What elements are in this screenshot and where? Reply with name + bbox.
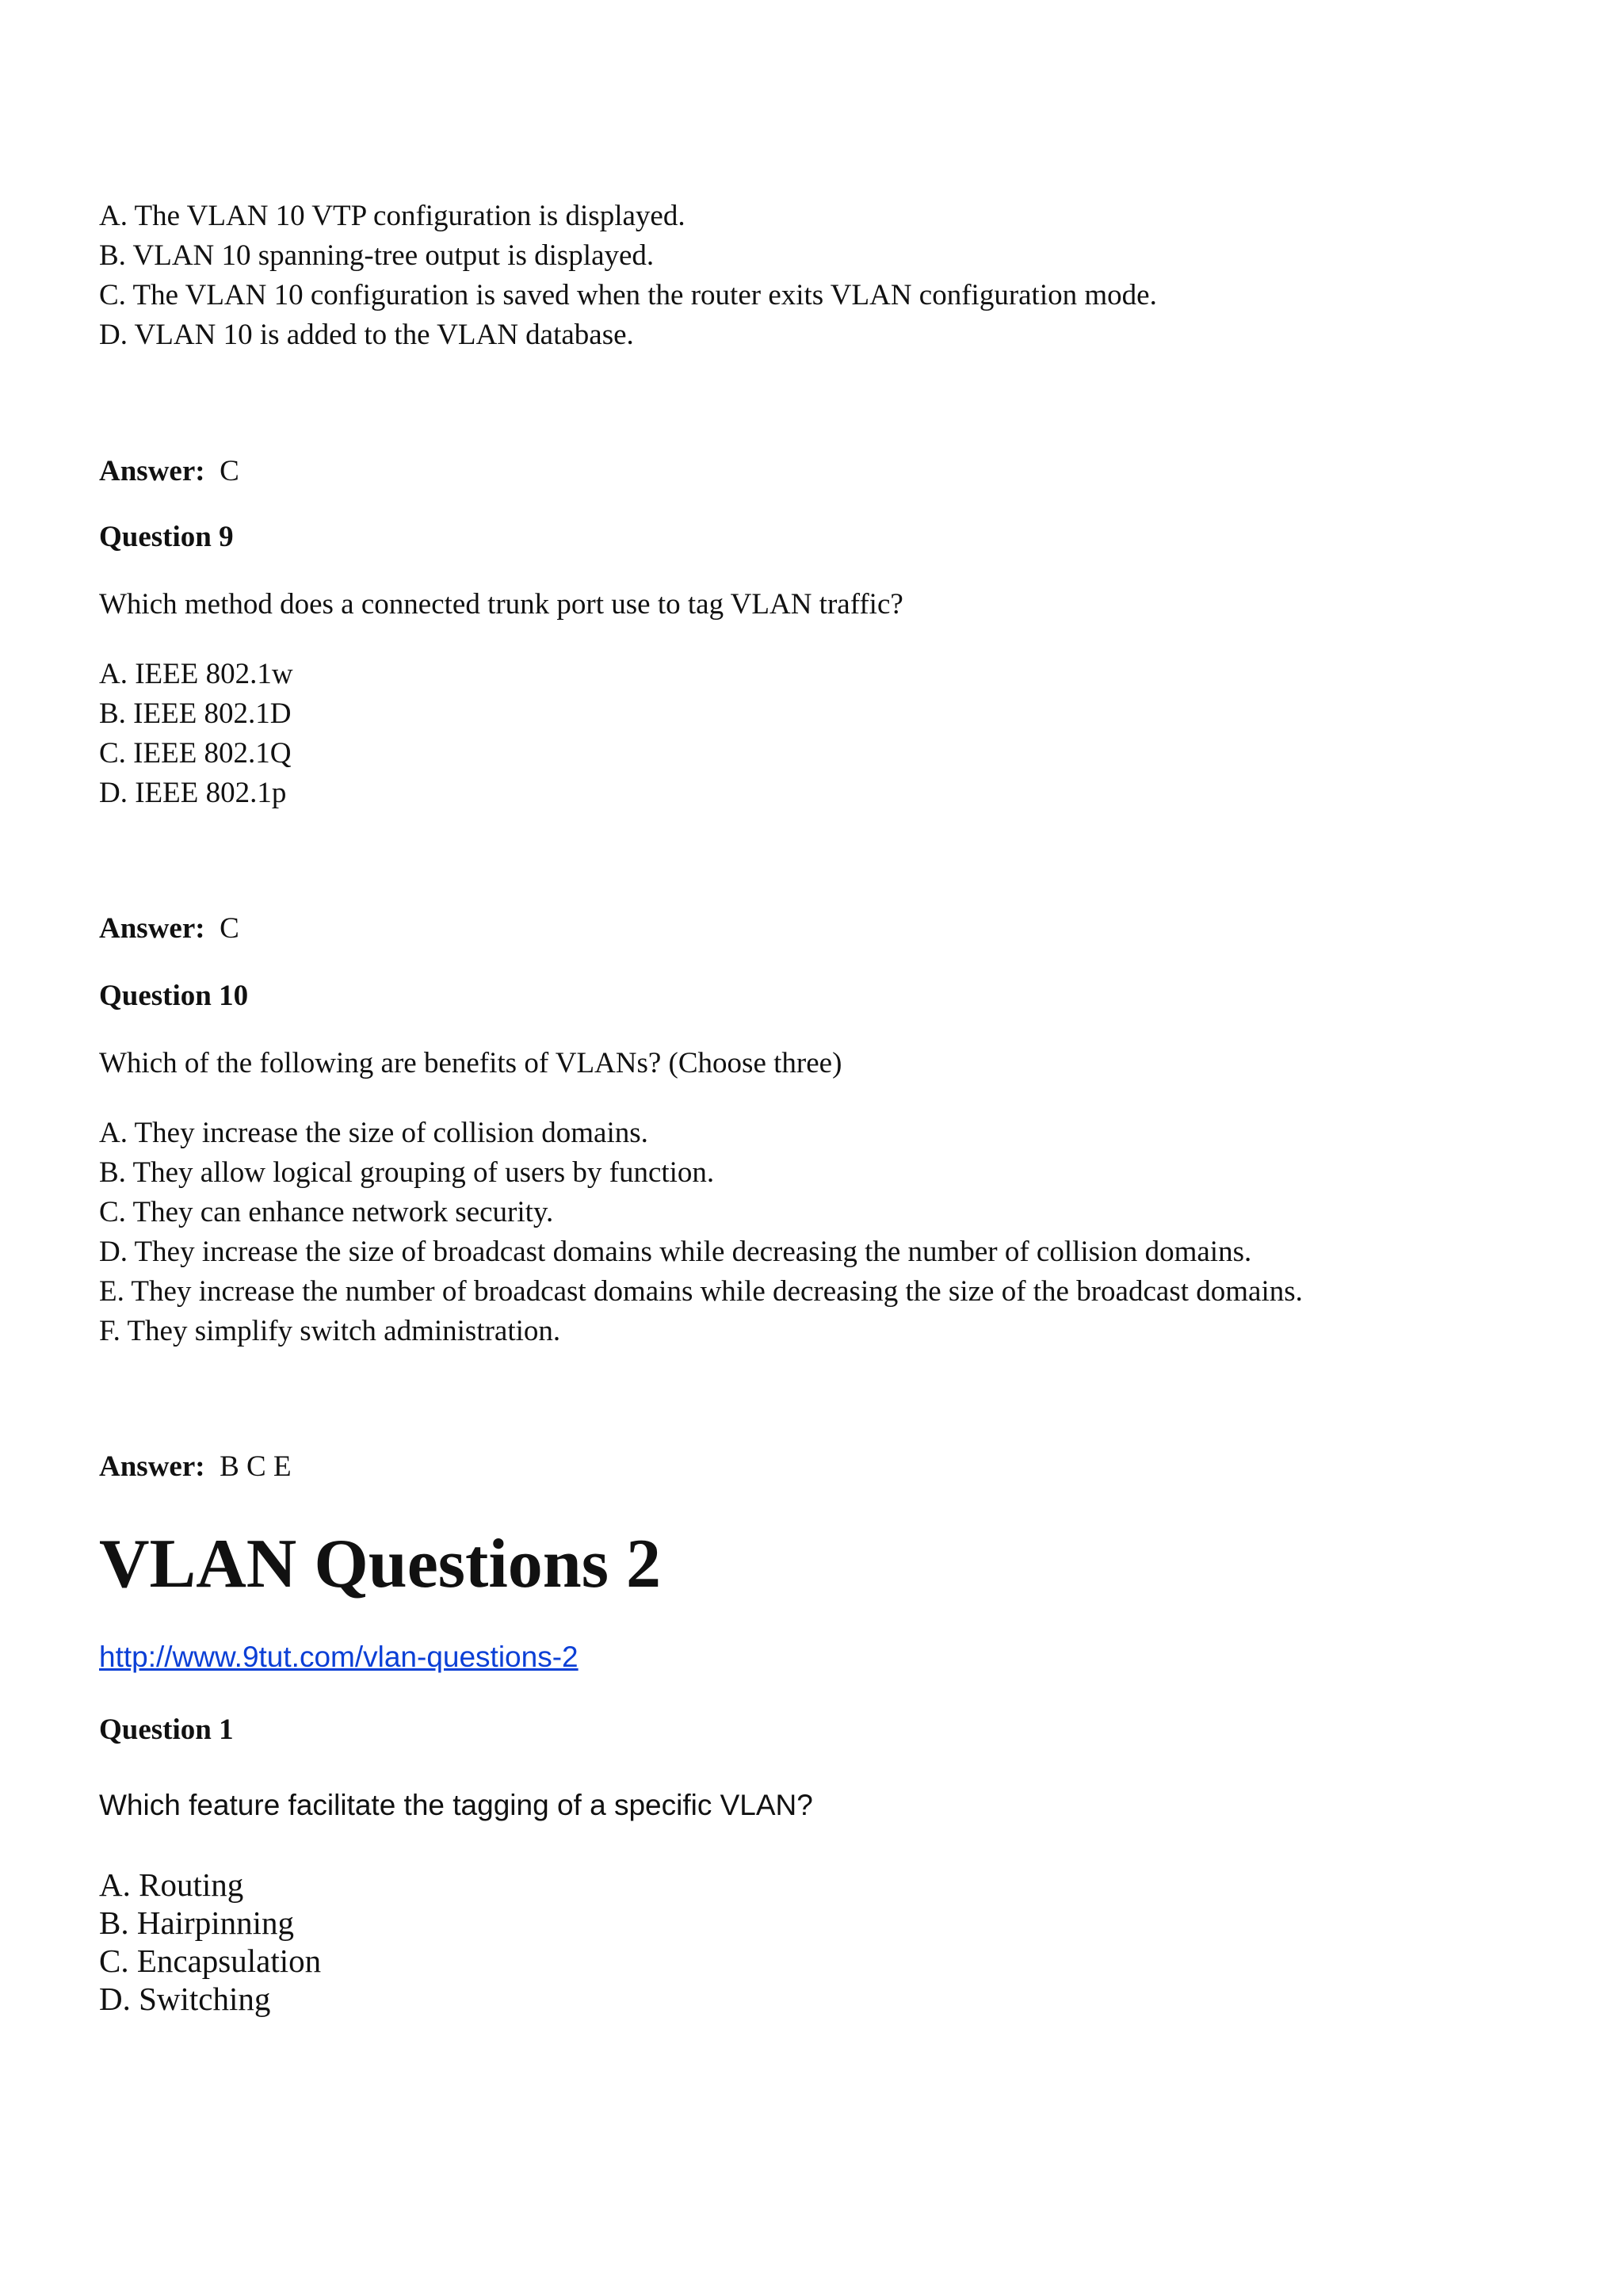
q10-options-list — [99, 1114, 1303, 1351]
q10-option-f: F. They simplify switch administration. — [99, 1315, 561, 1347]
q10-option-a: A. They increase the size of collision domains. — [99, 1117, 648, 1149]
answer-value: B C E — [220, 1450, 292, 1483]
s2q1-option-d: D. Switching — [99, 1981, 271, 2017]
s2q1-option-a: A. Routing — [99, 1866, 244, 1903]
question-heading: Question 10 — [99, 980, 249, 1012]
s2q1-option-c: C. Encapsulation — [99, 1943, 322, 1979]
q9-text — [99, 585, 903, 625]
q9-heading — [99, 518, 234, 557]
q10-option-e: E. They increase the number of broadcast domains while decreasing the size of the broadcast domains. — [99, 1275, 1303, 1308]
q8-option-a: A. The VLAN 10 VTP configuration is displayed. — [99, 200, 685, 232]
section-source-link[interactable]: http://www.9tut.com/vlan-questions-2 — [99, 1641, 579, 1673]
answer-value: C — [220, 912, 239, 945]
q10-option-d: D. They increase the size of broadcast domains while decreasing the number of collision domains. — [99, 1236, 1252, 1268]
q8-option-c: C. The VLAN 10 configuration is saved when the router exits VLAN configuration mode. — [99, 279, 1157, 311]
q9-option-b: B. IEEE 802.1D — [99, 697, 292, 730]
q10-answer — [99, 1447, 292, 1487]
q9-option-d: D. IEEE 802.1p — [99, 777, 287, 809]
answer-label: Answer: — [99, 1450, 205, 1483]
q8-options-list — [99, 197, 1157, 355]
q9-option-a: A. IEEE 802.1w — [99, 658, 293, 690]
s2q1-text — [99, 1786, 813, 1825]
q8-option-d: D. VLAN 10 is added to the VLAN database. — [99, 319, 634, 351]
q10-option-c: C. They can enhance network security. — [99, 1196, 554, 1228]
q10-text — [99, 1044, 842, 1083]
q10-option-b: B. They allow logical grouping of users by function. — [99, 1156, 715, 1189]
answer-label: Answer: — [99, 455, 205, 487]
section-link-row — [99, 1637, 579, 1677]
section-title — [99, 1525, 661, 1604]
q8-option-b: B. VLAN 10 spanning-tree output is displayed. — [99, 239, 655, 272]
q9-answer — [99, 909, 239, 949]
question-text: Which of the following are benefits of VLANs? (Choose three) — [99, 1047, 842, 1079]
q10-heading — [99, 976, 248, 1016]
s2q1-option-b: B. Hairpinning — [99, 1904, 294, 1941]
q8-answer — [99, 452, 239, 491]
answer-label: Answer: — [99, 912, 205, 945]
answer-value: C — [220, 455, 239, 487]
s2q1-heading — [99, 1710, 234, 1750]
question-heading: Question 1 — [99, 1713, 234, 1746]
question-text: Which feature facilitate the tagging of a specific VLAN? — [99, 1789, 813, 1821]
page-title: VLAN Questions 2 — [99, 1526, 661, 1603]
question-text: Which method does a connected trunk port use to tag VLAN traffic? — [99, 588, 903, 621]
question-heading: Question 9 — [99, 521, 234, 553]
q9-options-list — [99, 655, 293, 813]
s2q1-options-list — [99, 1866, 321, 2018]
q9-option-c: C. IEEE 802.1Q — [99, 737, 292, 770]
